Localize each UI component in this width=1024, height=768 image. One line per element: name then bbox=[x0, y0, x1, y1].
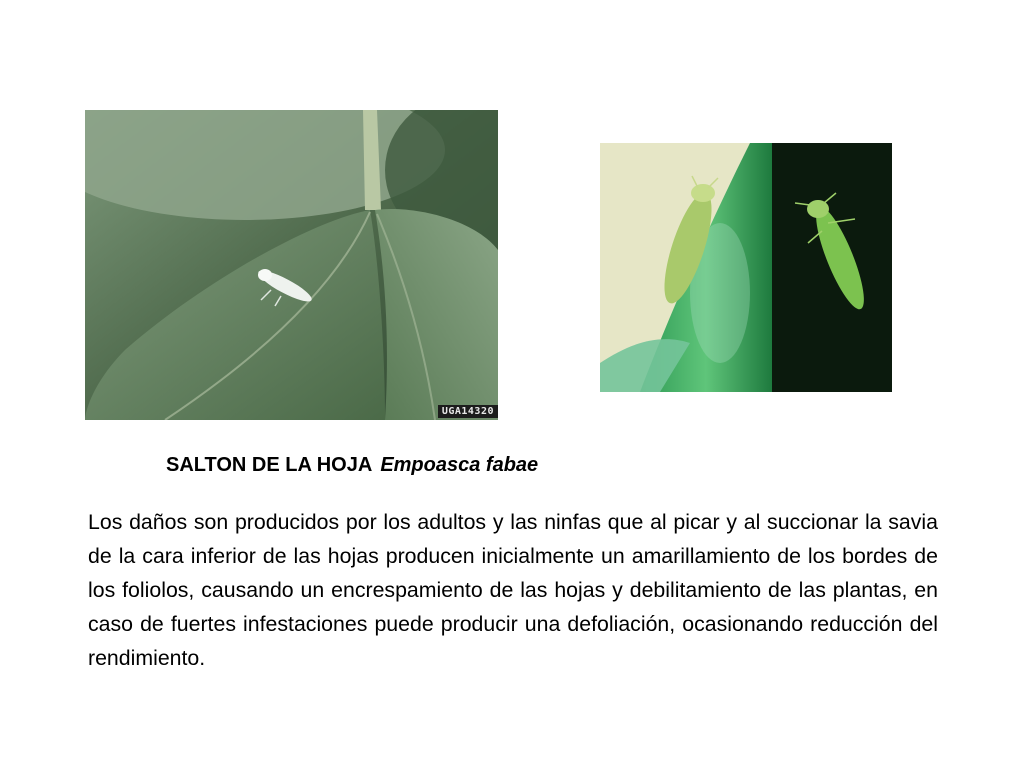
leaf-illustration bbox=[85, 110, 498, 420]
caption-species: Empoasca fabae bbox=[380, 454, 539, 476]
caption-title: SALTON DE LA HOJA bbox=[166, 454, 373, 476]
description-paragraph: Los daños son producidos por los adultos y las ninfas que al picar y al succionar la savia de la cara inferior de las hojas producen inicialmente un amarillamiento de los bordes de los foliolos, causando un encrespamiento de las hojas y debilitamiento de las plantas, en caso de fuertes infestaciones puede producir una defoliación, ocasionando reducción del rendimiento. bbox=[88, 510, 938, 670]
leafhopper-closeup-photo bbox=[600, 143, 892, 392]
leafhopper-on-leaf-photo bbox=[85, 110, 498, 420]
insect-closeup-illustration bbox=[600, 143, 892, 392]
figure-caption bbox=[166, 454, 538, 477]
photo-watermark: UGA14320 bbox=[438, 405, 498, 418]
